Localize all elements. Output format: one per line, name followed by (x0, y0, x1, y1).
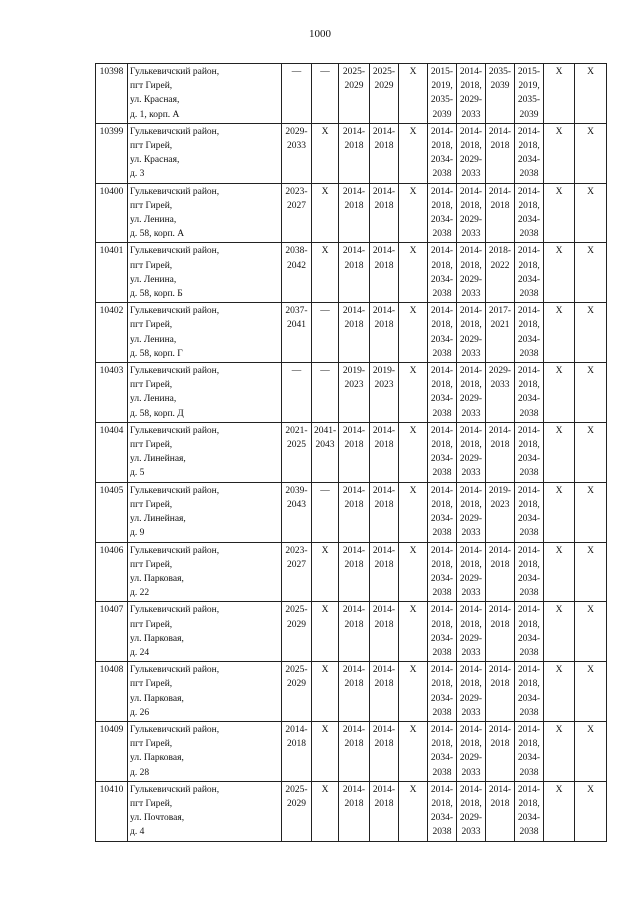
address-cell (128, 64, 282, 124)
row-number: 10398 (96, 64, 128, 124)
period-cell: — (312, 363, 339, 423)
period-cell: 2019- 2023 (370, 363, 399, 423)
period-cell: 2014- 2018, 2029- 2033 (457, 363, 486, 423)
address-line: Гулькевичский район, (130, 665, 220, 676)
period-cell: 2014- 2018 (370, 662, 399, 722)
period-cell: 2039- 2043 (282, 482, 312, 542)
period-cell: 2014- 2018 (339, 183, 370, 243)
address-line: пгт Гирей, (130, 739, 173, 750)
address-line: пгт Гирей, (130, 798, 173, 809)
address-line: Гулькевичский район, (130, 186, 220, 197)
period-cell: 2014- 2018, 2029- 2033 (457, 721, 486, 781)
period-cell: X (575, 602, 607, 662)
period-cell: 2014- 2018, 2034- 2038 (428, 602, 457, 662)
period-cell: 2025- 2029 (282, 781, 312, 841)
address-line: ул. Парковая, (130, 753, 184, 764)
period-cell: 2014- 2018 (339, 422, 370, 482)
period-cell: X (575, 721, 607, 781)
address-line: д. 58, корп. Б (130, 289, 183, 300)
period-cell: 2014- 2018, 2034- 2038 (428, 781, 457, 841)
period-cell: 2014- 2018 (370, 482, 399, 542)
address-line: д. 28 (130, 767, 150, 778)
period-cell: X (575, 303, 607, 363)
period-cell: 2014- 2018, 2034- 2038 (428, 363, 457, 423)
period-cell: 2017- 2021 (486, 303, 515, 363)
period-cell: X (575, 363, 607, 423)
period-cell: 2018- 2022 (486, 243, 515, 303)
address-line: Гулькевичский район, (130, 784, 220, 795)
row-number: 10408 (96, 662, 128, 722)
table-row (96, 542, 607, 602)
row-number: 10409 (96, 721, 128, 781)
row-number: 10410 (96, 781, 128, 841)
period-cell: — (312, 303, 339, 363)
period-cell: 2014- 2018, 2034- 2038 (515, 422, 544, 482)
period-cell: X (544, 183, 575, 243)
period-cell: 2015- 2019, 2035- 2039 (428, 64, 457, 124)
period-cell: — (282, 64, 312, 124)
period-cell: 2014- 2018 (339, 482, 370, 542)
period-cell: 2014- 2018 (339, 303, 370, 363)
period-cell: X (312, 602, 339, 662)
address-line: ул. Линейная, (130, 514, 186, 525)
address-cell (128, 123, 282, 183)
address-line: пгт Гирей, (130, 440, 173, 451)
period-cell: 2014- 2018, 2034- 2038 (515, 183, 544, 243)
period-cell: 2014- 2018, 2029- 2033 (457, 123, 486, 183)
period-cell: X (399, 243, 428, 303)
period-cell: 2014- 2018, 2029- 2033 (457, 183, 486, 243)
period-cell: 2014- 2018 (486, 662, 515, 722)
period-cell: 2014- 2018 (370, 422, 399, 482)
row-number: 10402 (96, 303, 128, 363)
period-cell: 2014- 2018, 2034- 2038 (515, 781, 544, 841)
period-cell: X (312, 721, 339, 781)
period-cell: 2014- 2018 (339, 662, 370, 722)
address-line: ул. Ленина, (130, 274, 177, 285)
address-line: пгт Гирей, (130, 679, 173, 690)
period-cell: 2014- 2018, 2034- 2038 (515, 243, 544, 303)
period-cell: X (399, 781, 428, 841)
period-cell: X (312, 123, 339, 183)
period-cell: 2014- 2018 (486, 422, 515, 482)
period-cell: 2014- 2018, 2034- 2038 (515, 482, 544, 542)
period-cell: 2019- 2023 (339, 363, 370, 423)
table-row (96, 482, 607, 542)
period-cell: — (312, 482, 339, 542)
period-cell: 2014- 2018, 2029- 2033 (457, 542, 486, 602)
period-cell: X (399, 602, 428, 662)
address-line: д. 5 (130, 468, 145, 479)
table-row (96, 662, 607, 722)
address-line: Гулькевичский район, (130, 67, 220, 77)
period-cell: X (544, 64, 575, 124)
address-line: пгт Гирей, (130, 200, 173, 211)
address-cell (128, 243, 282, 303)
period-cell: X (575, 422, 607, 482)
period-cell: X (575, 123, 607, 183)
period-cell: X (575, 662, 607, 722)
address-line: д. 1, корп. А (130, 109, 180, 120)
period-cell: 2014- 2018, 2029- 2033 (457, 64, 486, 124)
address-line: пгт Гирей, (130, 499, 173, 510)
period-cell: 2014- 2018 (339, 243, 370, 303)
address-line: д. 58, корп. Д (130, 408, 184, 419)
period-cell: 2014- 2018, 2029- 2033 (457, 243, 486, 303)
address-line: Гулькевичский район, (130, 425, 220, 436)
period-cell: X (575, 183, 607, 243)
period-cell: 2025- 2029 (339, 64, 370, 124)
address-line: ул. Парковая, (130, 693, 184, 704)
period-cell: 2023- 2027 (282, 183, 312, 243)
table-row (96, 781, 607, 841)
period-cell: 2014- 2018, 2034- 2038 (515, 542, 544, 602)
period-cell: 2014- 2018 (339, 781, 370, 841)
period-cell: 2037- 2041 (282, 303, 312, 363)
period-cell: 2014- 2018, 2034- 2038 (428, 721, 457, 781)
address-cell (128, 721, 282, 781)
address-cell (128, 183, 282, 243)
period-cell: 2014- 2018, 2034- 2038 (428, 183, 457, 243)
address-line: пгт Гирей, (130, 260, 173, 271)
table-row (96, 64, 607, 124)
address-line: пгт Гирей, (130, 81, 173, 92)
period-cell: 2014- 2018, 2034- 2038 (428, 542, 457, 602)
address-line: ул. Красная, (130, 155, 180, 166)
period-cell: X (399, 64, 428, 124)
address-line: Гулькевичский район, (130, 724, 220, 735)
address-cell (128, 542, 282, 602)
address-cell (128, 781, 282, 841)
period-cell: 2014- 2018 (339, 123, 370, 183)
period-cell: 2014- 2018, 2034- 2038 (428, 422, 457, 482)
period-cell: 2025- 2029 (282, 662, 312, 722)
period-cell: X (399, 303, 428, 363)
period-cell: X (399, 482, 428, 542)
address-line: д. 24 (130, 647, 150, 658)
row-number: 10404 (96, 422, 128, 482)
address-line: ул. Ленина, (130, 394, 177, 405)
address-line: пгт Гирей, (130, 141, 173, 152)
address-line: ул. Линейная, (130, 454, 186, 465)
period-cell: 2014- 2018, 2029- 2033 (457, 303, 486, 363)
row-number: 10407 (96, 602, 128, 662)
period-cell: X (544, 363, 575, 423)
period-cell: 2025- 2029 (370, 64, 399, 124)
address-line: Гулькевичский район, (130, 306, 220, 317)
period-cell: 2014- 2018 (486, 123, 515, 183)
period-cell: 2014- 2018, 2034- 2038 (428, 482, 457, 542)
address-line: Гулькевичский район, (130, 545, 220, 556)
address-line: пгт Гирей, (130, 619, 173, 630)
period-cell: 2014- 2018, 2034- 2038 (515, 602, 544, 662)
period-cell: X (544, 721, 575, 781)
period-cell: 2029- 2033 (486, 363, 515, 423)
address-line: д. 58, корп. Г (130, 348, 183, 359)
period-cell: 2014- 2018 (486, 781, 515, 841)
address-cell (128, 602, 282, 662)
period-cell: X (544, 123, 575, 183)
period-cell: 2014- 2018 (370, 602, 399, 662)
period-cell: 2014- 2018, 2034- 2038 (428, 303, 457, 363)
table-row (96, 721, 607, 781)
address-line: ул. Ленина, (130, 215, 177, 226)
register-table (95, 63, 607, 842)
table-row (96, 422, 607, 482)
period-cell: 2014- 2018 (370, 542, 399, 602)
table-row (96, 243, 607, 303)
period-cell: 2014- 2018 (339, 602, 370, 662)
table-row (96, 123, 607, 183)
table-row (96, 183, 607, 243)
period-cell: X (575, 781, 607, 841)
period-cell: 2021- 2025 (282, 422, 312, 482)
address-line: д. 26 (130, 707, 150, 718)
period-cell: X (399, 542, 428, 602)
period-cell: X (544, 243, 575, 303)
period-cell: 2038- 2042 (282, 243, 312, 303)
period-cell: 2014- 2018, 2034- 2038 (428, 123, 457, 183)
row-number: 10399 (96, 123, 128, 183)
address-cell (128, 303, 282, 363)
period-cell: 2014- 2018, 2034- 2038 (428, 243, 457, 303)
period-cell: X (399, 183, 428, 243)
period-cell: 2014- 2018, 2029- 2033 (457, 422, 486, 482)
address-line: Гулькевичский район, (130, 485, 220, 496)
period-cell: 2014- 2018, 2029- 2033 (457, 662, 486, 722)
row-number: 10400 (96, 183, 128, 243)
address-line: ул. Парковая, (130, 573, 184, 584)
address-line: д. 58, корп. А (130, 229, 185, 240)
address-cell (128, 482, 282, 542)
period-cell: X (544, 542, 575, 602)
period-cell: X (544, 422, 575, 482)
period-cell: 2014- 2018 (282, 721, 312, 781)
period-cell: X (312, 662, 339, 722)
row-number: 10403 (96, 363, 128, 423)
address-line: Гулькевичский район, (130, 126, 220, 137)
address-line: пгт Гирей, (130, 559, 173, 570)
address-line: ул. Ленина, (130, 334, 177, 345)
period-cell: X (399, 123, 428, 183)
period-cell: 2014- 2018, 2029- 2033 (457, 781, 486, 841)
period-cell: 2041- 2043 (312, 422, 339, 482)
address-line: д. 9 (130, 528, 145, 539)
period-cell: 2014- 2018 (370, 243, 399, 303)
period-cell: 2025- 2029 (282, 602, 312, 662)
period-cell: 2035- 2039 (486, 64, 515, 124)
period-cell: X (312, 243, 339, 303)
address-line: ул. Почтовая, (130, 813, 185, 824)
period-cell: — (312, 64, 339, 124)
period-cell: 2014- 2018, 2034- 2038 (515, 662, 544, 722)
table-row (96, 303, 607, 363)
period-cell: 2014- 2018 (370, 303, 399, 363)
period-cell: 2019- 2023 (486, 482, 515, 542)
period-cell: 2015- 2019, 2035- 2039 (515, 64, 544, 124)
address-line: д. 4 (130, 827, 145, 838)
table-row (96, 602, 607, 662)
period-cell: 2014- 2018 (486, 721, 515, 781)
address-line: Гулькевичский район, (130, 366, 220, 377)
period-cell: 2014- 2018 (486, 183, 515, 243)
period-cell: X (544, 662, 575, 722)
period-cell: X (312, 183, 339, 243)
period-cell: X (312, 781, 339, 841)
table-row (96, 363, 607, 423)
page-number: 1000 (309, 28, 331, 40)
row-number: 10401 (96, 243, 128, 303)
period-cell: — (282, 363, 312, 423)
period-cell: 2014- 2018 (486, 542, 515, 602)
address-cell (128, 422, 282, 482)
period-cell: X (544, 781, 575, 841)
address-line: пгт Гирей, (130, 320, 173, 331)
period-cell: 2014- 2018, 2034- 2038 (515, 721, 544, 781)
period-cell: X (399, 662, 428, 722)
address-line: д. 22 (130, 588, 150, 599)
period-cell: X (575, 64, 607, 124)
period-cell: 2014- 2018, 2034- 2038 (515, 123, 544, 183)
period-cell: 2014- 2018, 2029- 2033 (457, 602, 486, 662)
period-cell: 2014- 2018 (370, 123, 399, 183)
period-cell: 2014- 2018 (339, 542, 370, 602)
period-cell: X (312, 542, 339, 602)
period-cell: X (544, 602, 575, 662)
address-line: пгт Гирей, (130, 380, 173, 391)
address-line: Гулькевичский район, (130, 605, 220, 616)
row-number: 10406 (96, 542, 128, 602)
address-line: д. 3 (130, 169, 145, 180)
row-number: 10405 (96, 482, 128, 542)
period-cell: 2014- 2018 (370, 781, 399, 841)
period-cell: 2014- 2018 (370, 721, 399, 781)
period-cell: X (575, 243, 607, 303)
period-cell: X (575, 542, 607, 602)
period-cell: X (544, 482, 575, 542)
period-cell: X (544, 303, 575, 363)
period-cell: 2014- 2018, 2034- 2038 (428, 662, 457, 722)
period-cell: 2014- 2018, 2034- 2038 (515, 363, 544, 423)
period-cell: X (399, 422, 428, 482)
period-cell: X (399, 363, 428, 423)
period-cell: 2014- 2018 (339, 721, 370, 781)
address-cell (128, 662, 282, 722)
address-line: ул. Красная, (130, 95, 180, 106)
period-cell: X (399, 721, 428, 781)
address-cell (128, 363, 282, 423)
period-cell: 2029- 2033 (282, 123, 312, 183)
period-cell: X (575, 482, 607, 542)
period-cell: 2014- 2018 (486, 602, 515, 662)
period-cell: 2014- 2018, 2029- 2033 (457, 482, 486, 542)
period-cell: 2014- 2018, 2034- 2038 (515, 303, 544, 363)
period-cell: 2023- 2027 (282, 542, 312, 602)
address-line: Гулькевичский район, (130, 246, 220, 257)
address-line: ул. Парковая, (130, 633, 184, 644)
period-cell: 2014- 2018 (370, 183, 399, 243)
